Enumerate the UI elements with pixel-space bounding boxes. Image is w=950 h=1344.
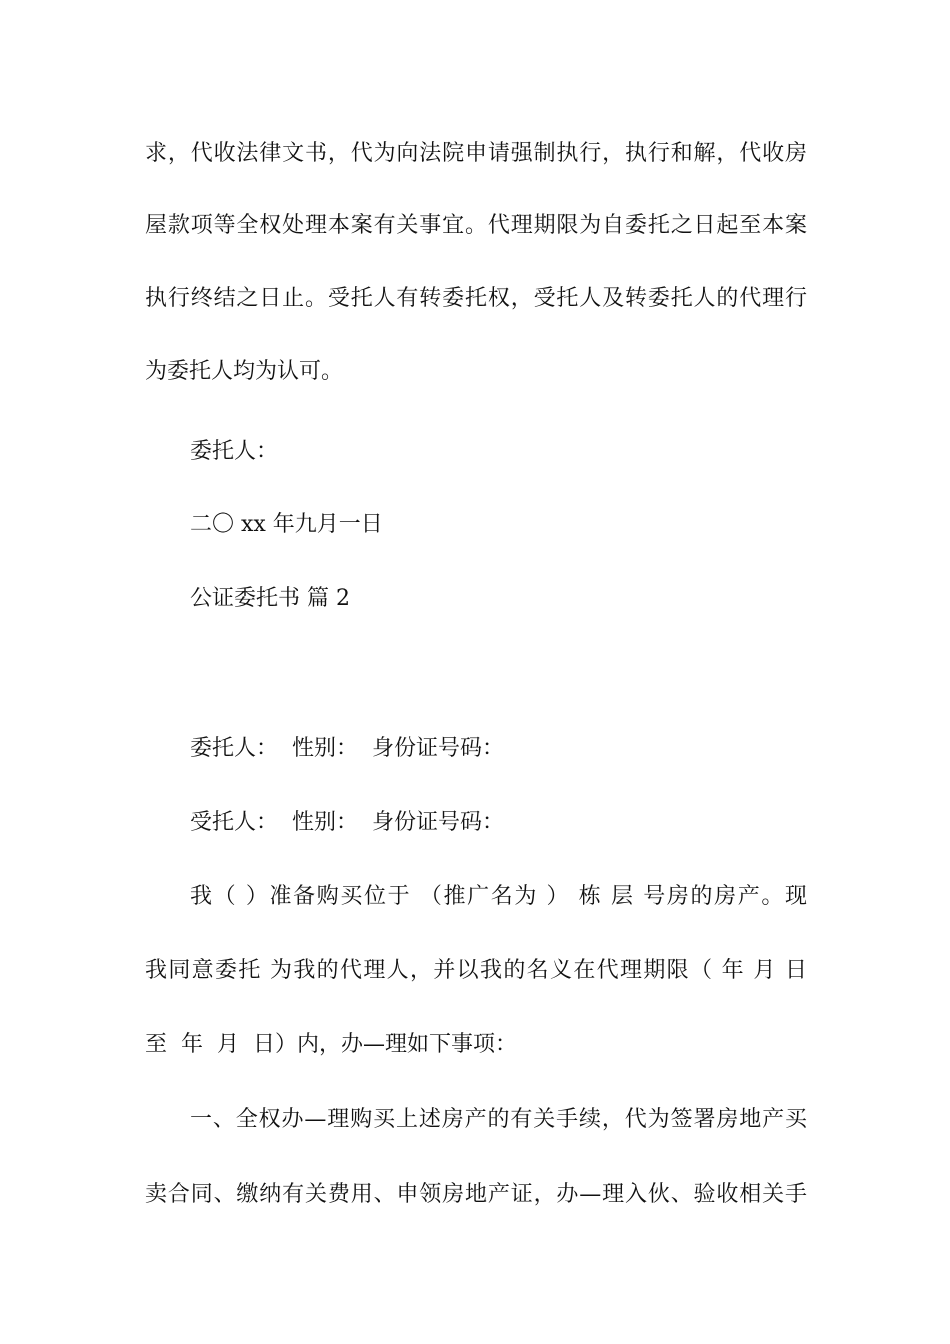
paragraph2-line-1: 我（ ）准备购买位于 （推广名为 ） 栋 层 号房的房产。现 [190,884,807,909]
paragraph1-line-3: 执行终结之日止。受托人有转委托权，受托人及转委托人的代理行 [145,286,807,311]
section-title: 公证委托书 篇 2 [190,586,350,611]
paragraph3-line-2: 卖合同、缴纳有关费用、申领房地产证，办—理入伙、验收相关手 [145,1182,807,1207]
paragraph2-line-3: 至 年 月 日）内，办—理如下事项： [145,1032,517,1057]
principal-party-line: 委托人： 性别： 身份证号码： [190,736,504,761]
principal-signature-label: 委托人： [190,439,279,464]
paragraph1-line-2: 屋款项等全权处理本案有关事宜。代理期限为自委托之日起至本案 [145,213,807,238]
signature-date: 二〇 xx 年九月一日 [190,512,383,537]
paragraph1-line-4: 为委托人均为认可。 [145,359,344,384]
paragraph2-line-2: 我同意委托 为我的代理人，并以我的名义在代理期限（ 年 月 日 [145,958,807,983]
agent-party-line: 受托人： 性别： 身份证号码： [190,810,504,835]
paragraph3-line-1: 一、全权办—理购买上述房产的有关手续，代为签署房地产买 [190,1107,807,1132]
paragraph1-line-1: 求，代收法律文书，代为向法院申请强制执行，执行和解，代收房 [145,141,807,166]
